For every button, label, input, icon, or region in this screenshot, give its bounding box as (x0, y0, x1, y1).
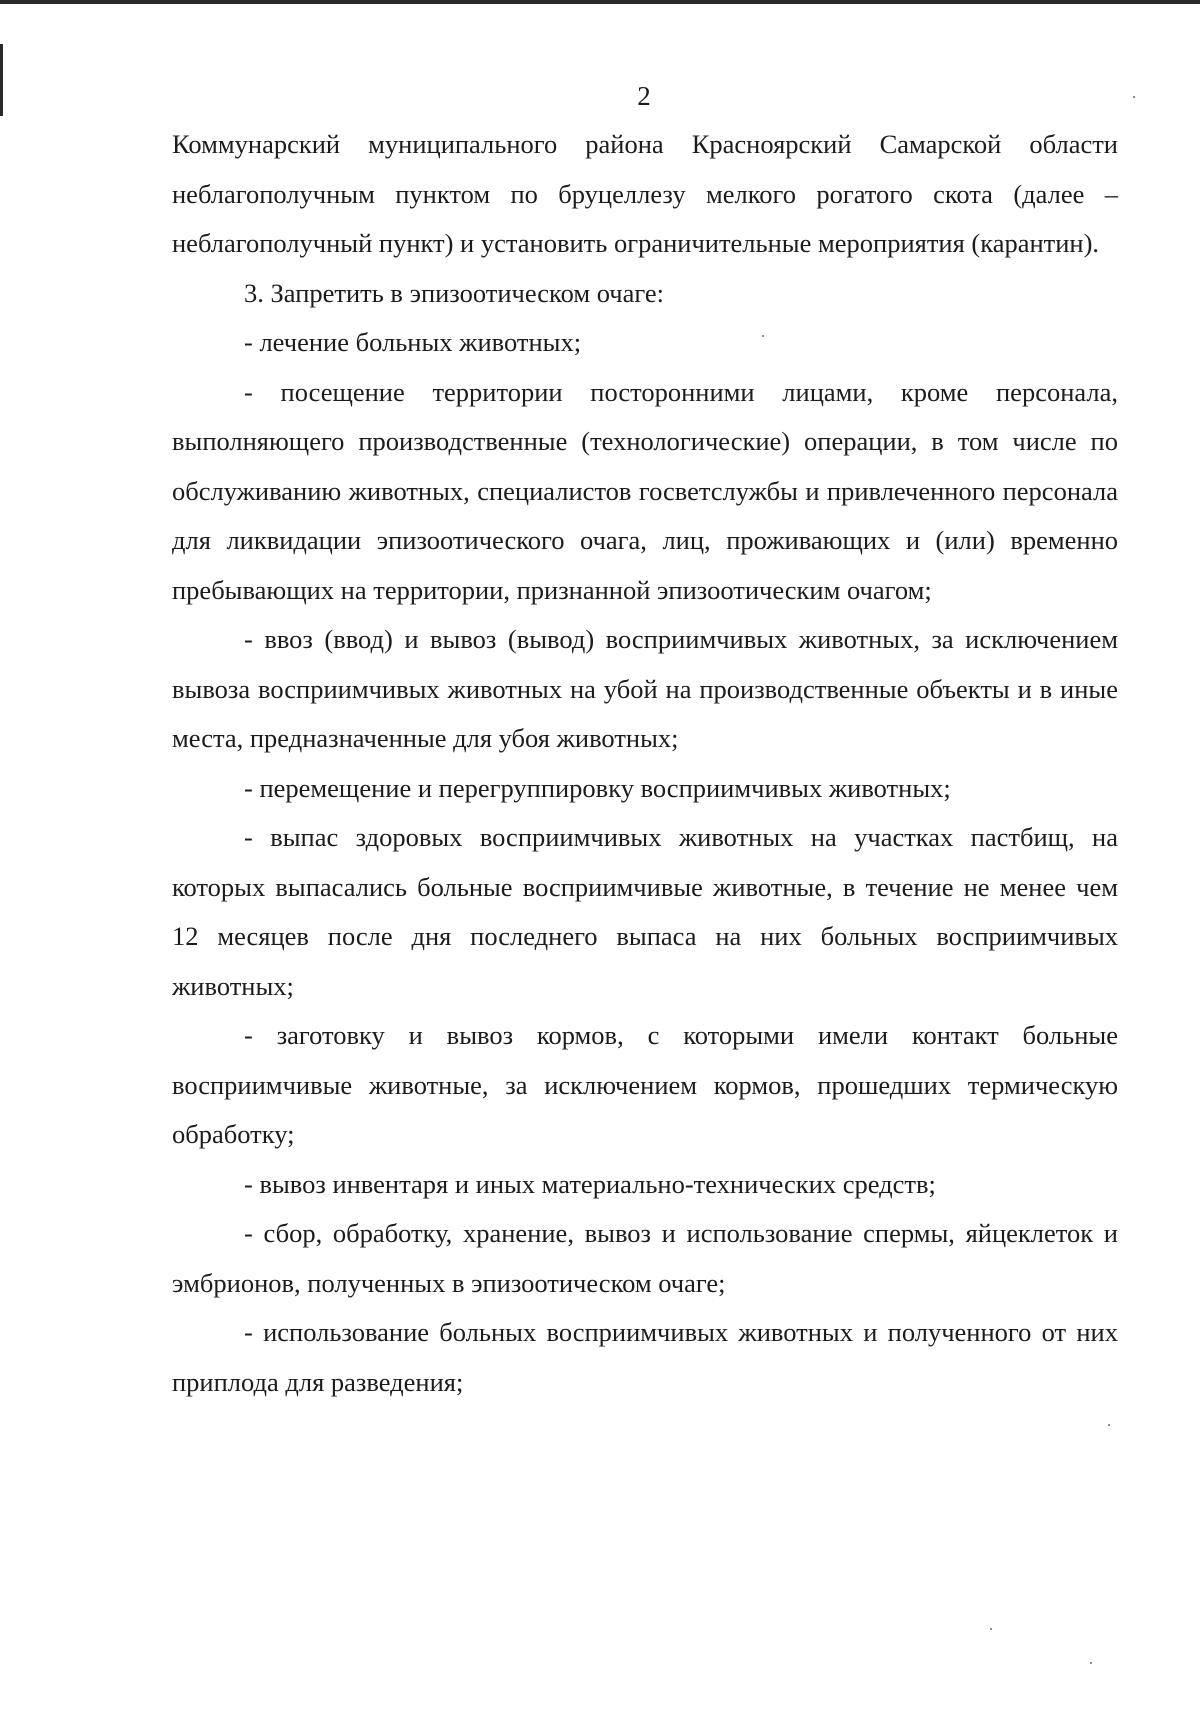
scan-speck (762, 335, 764, 337)
page-number: 2 (637, 81, 651, 111)
scan-top-edge (0, 0, 1200, 4)
list-item-ban-treatment: - лечение больных животных; (244, 327, 582, 357)
scan-speck (1133, 96, 1135, 98)
list-item-ban-inventory: - вывоз инвентаря и иных материально-технических средств; (244, 1168, 936, 1199)
list-item-ban-feed: - заготовку и вывоз кормов, с которыми имели контакт больные восприимчивые животные, за исключением кормов, прошедших термическую обработку; (172, 1020, 1118, 1149)
list-item-ban-visits: - посещение территории посторонними лицами, кроме персонала, выполняющего производственные (технологические) операции, в том числе по обслуживанию животных, специалистов госветслужбы и привлеченного персонала для ликвидации эпизоотического очага, лиц, проживающих и (или) временно пребывающих на территории, признанной эпизоотическим очагом; (172, 376, 1118, 605)
list-item-ban-grazing: - выпас здоровых восприимчивых животных на участках пастбищ, на которых выпасались больные восприимчивые животные, в течение не менее чем 12 месяцев после дня последнего выпаса на них больных восприимчивых животных; (172, 822, 1118, 1001)
scan-speck (1108, 1424, 1110, 1426)
paragraph-continuation: Коммунарский муниципального района Красноярский Самарской области неблагополучным пунктом по бруцеллезу мелкого рогатого скота (далее – неблагополучный пункт) и установить ограничительные мероприятия (карантин). (172, 129, 1118, 258)
document-body (172, 120, 1118, 1407)
list-item-ban-breeding: - использование больных восприимчивых животных и полученного от них приплода для разведения; (172, 1317, 1118, 1397)
paragraph-item-3: 3. Запретить в эпизоотическом очаге: (244, 277, 665, 308)
list-item-ban-semen: - сбор, обработку, хранение, вывоз и использование спермы, яйцеклеток и эмбрионов, полученных в эпизоотическом очаге; (172, 1218, 1118, 1298)
list-item-ban-movement: - перемещение и перегруппировку восприимчивых животных; (244, 772, 951, 803)
scan-speck (990, 1628, 992, 1630)
scan-speck (1090, 1662, 1092, 1664)
list-item-ban-import-export: - ввоз (ввод) и вывоз (вывод) восприимчивых животных, за исключением вывоза восприимчивых животных на убой на производственные объекты и в иные места, предназначенные для убоя животных; (172, 624, 1118, 753)
